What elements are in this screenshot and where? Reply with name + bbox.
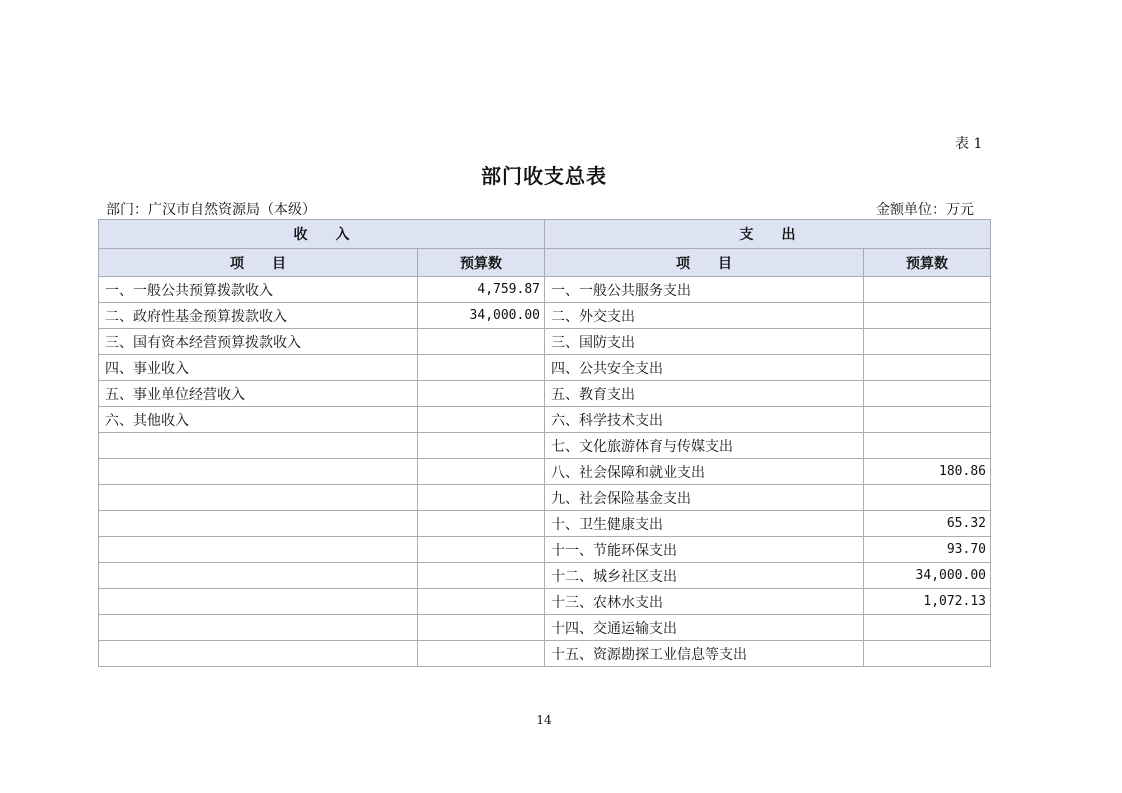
expense-amount-cell <box>864 329 991 355</box>
table-row <box>99 563 991 589</box>
expense-header: 支 出 <box>545 220 991 249</box>
income-item-cell <box>99 563 418 589</box>
income-item-cell: 五、事业单位经营收入 <box>99 381 418 407</box>
expense-amount-cell <box>864 381 991 407</box>
table-row <box>99 433 991 459</box>
expense-item-cell: 十三、农林水支出 <box>545 589 864 615</box>
income-item-cell <box>99 537 418 563</box>
expense-amount-cell <box>864 303 991 329</box>
expense-amount-cell: 93.70 <box>864 537 991 563</box>
income-amount-cell: 34,000.00 <box>418 303 545 329</box>
expense-amount-cell <box>864 485 991 511</box>
income-amount-cell: 4,759.87 <box>418 277 545 303</box>
expense-item-cell: 六、科学技术支出 <box>545 407 864 433</box>
expense-amount-cell <box>864 615 991 641</box>
expense-item-cell: 二、外交支出 <box>545 303 864 329</box>
expense-amount-cell: 180.86 <box>864 459 991 485</box>
income-item-cell: 三、国有资本经营预算拨款收入 <box>99 329 418 355</box>
table-number: 表 1 <box>955 136 983 152</box>
income-item-cell: 四、事业收入 <box>99 355 418 381</box>
table-row <box>99 355 991 381</box>
table-row <box>99 329 991 355</box>
table-row <box>99 589 991 615</box>
income-item-cell <box>99 589 418 615</box>
expense-amount-cell: 65.32 <box>864 511 991 537</box>
income-amount-cell <box>418 589 545 615</box>
expense-amount-cell <box>864 407 991 433</box>
expense-amount-cell <box>864 277 991 303</box>
income-item-cell <box>99 459 418 485</box>
income-item-header: 项 目 <box>99 249 418 277</box>
expense-item-cell: 八、社会保障和就业支出 <box>545 459 864 485</box>
table-row <box>99 511 991 537</box>
table-row <box>99 407 991 433</box>
expense-amount-cell <box>864 433 991 459</box>
expense-item-cell: 一、一般公共服务支出 <box>545 277 864 303</box>
income-item-cell <box>99 641 418 667</box>
expense-item-header: 项 目 <box>545 249 864 277</box>
income-budget-header: 预算数 <box>418 249 545 277</box>
department-label: 部门：广汉市自然资源局（本级） <box>106 202 316 218</box>
income-header: 收 入 <box>99 220 545 249</box>
header-row-columns <box>99 249 991 277</box>
expense-item-cell: 十、卫生健康支出 <box>545 511 864 537</box>
unit-label: 金额单位：万元 <box>876 202 974 218</box>
income-amount-cell <box>418 381 545 407</box>
income-item-cell <box>99 511 418 537</box>
income-amount-cell <box>418 355 545 381</box>
table-row <box>99 615 991 641</box>
table-row <box>99 277 991 303</box>
expense-item-cell: 十四、交通运输支出 <box>545 615 864 641</box>
income-amount-cell <box>418 615 545 641</box>
expense-amount-cell: 1,072.13 <box>864 589 991 615</box>
income-item-cell <box>99 485 418 511</box>
expense-item-cell: 九、社会保险基金支出 <box>545 485 864 511</box>
income-amount-cell <box>418 641 545 667</box>
income-amount-cell <box>418 329 545 355</box>
income-item-cell: 二、政府性基金预算拨款收入 <box>99 303 418 329</box>
income-amount-cell <box>418 511 545 537</box>
table-row <box>99 381 991 407</box>
header-row-sections <box>99 220 991 249</box>
expense-amount-cell: 34,000.00 <box>864 563 991 589</box>
income-amount-cell <box>418 485 545 511</box>
income-item-cell: 一、一般公共预算拨款收入 <box>99 277 418 303</box>
income-amount-cell <box>418 433 545 459</box>
income-amount-cell <box>418 563 545 589</box>
expense-item-cell: 四、公共安全支出 <box>545 355 864 381</box>
expense-budget-header: 预算数 <box>864 249 991 277</box>
table-row <box>99 537 991 563</box>
expense-item-cell: 五、教育支出 <box>545 381 864 407</box>
expense-item-cell: 十五、资源勘探工业信息等支出 <box>545 641 864 667</box>
expense-amount-cell <box>864 641 991 667</box>
page-title: 部门收支总表 <box>481 164 607 188</box>
expense-amount-cell <box>864 355 991 381</box>
expense-item-cell: 十二、城乡社区支出 <box>545 563 864 589</box>
income-amount-cell <box>418 537 545 563</box>
income-item-cell <box>99 615 418 641</box>
page-number: 14 <box>536 713 552 727</box>
income-item-cell: 六、其他收入 <box>99 407 418 433</box>
income-amount-cell <box>418 407 545 433</box>
expense-item-cell: 七、文化旅游体育与传媒支出 <box>545 433 864 459</box>
table-row <box>99 485 991 511</box>
budget-table <box>98 219 991 667</box>
income-item-cell <box>99 433 418 459</box>
expense-item-cell: 十一、节能环保支出 <box>545 537 864 563</box>
expense-item-cell: 三、国防支出 <box>545 329 864 355</box>
table-row <box>99 641 991 667</box>
table-row <box>99 459 991 485</box>
income-amount-cell <box>418 459 545 485</box>
table-row <box>99 303 991 329</box>
